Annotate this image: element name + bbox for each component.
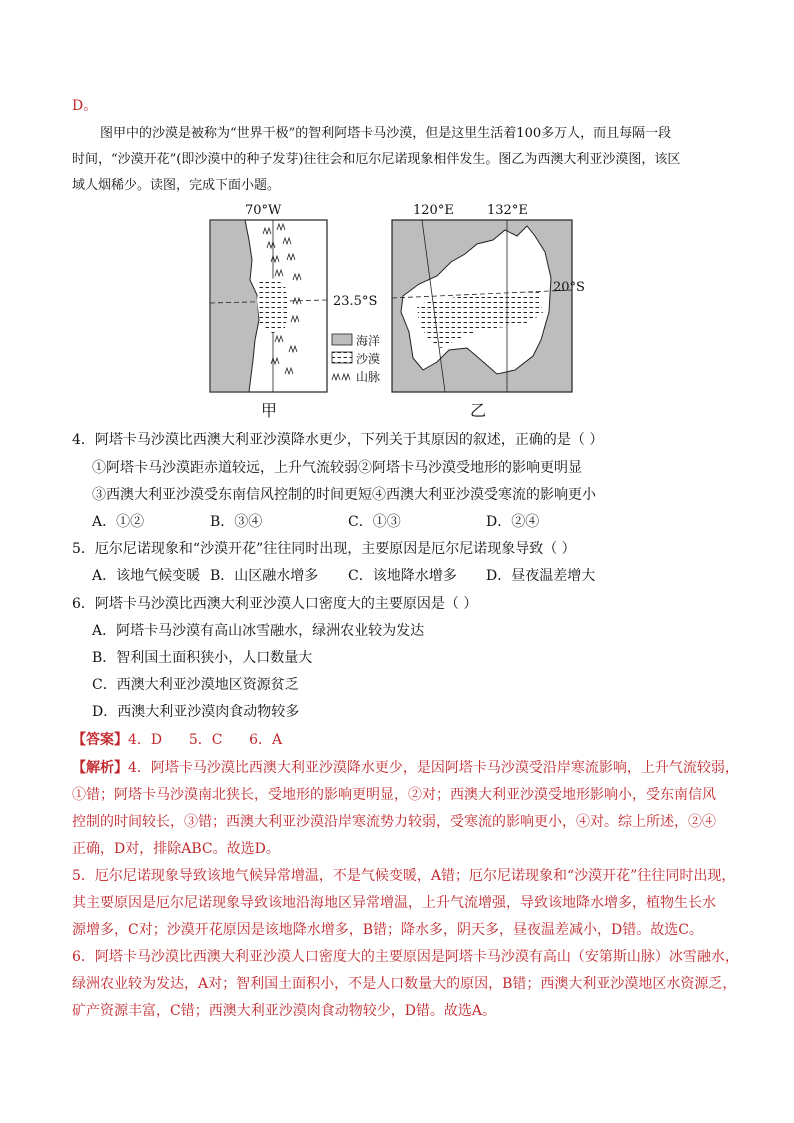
map-yi — [392, 220, 572, 392]
legend — [332, 334, 352, 380]
analysis-line-6: 其主要原因是厄尔尼诺现象导致该地沿海地区异常增温，上升气流增强，导致该地降水增多，植物生长水 — [72, 895, 716, 911]
analysis-line-4: 正确，D对，排除ABC。故选D。 — [72, 841, 280, 857]
map-figure — [205, 200, 605, 422]
maps-svg — [205, 200, 605, 422]
q4-option-c: C．①③ — [348, 514, 401, 530]
q6-option-b: B．智利国土面积狭小，人口数量大 — [92, 650, 313, 666]
legend-desert-label: 沙漠 — [356, 352, 381, 366]
analysis-line-1 — [72, 758, 739, 778]
legend-ocean-label: 海洋 — [356, 334, 381, 348]
yi-longitude-label-2: 132°E — [487, 203, 528, 218]
analysis-line-2: ①错；阿塔卡马沙漠南北狭长，受地形的影响更明显，②对；西澳大利亚沙漠受地形影响小，受东南信风 — [72, 787, 716, 803]
q4-option-b: B．③④ — [210, 514, 263, 530]
legend-mountain-label: 山脉 — [356, 370, 381, 384]
map-yi-caption: 乙 — [470, 401, 487, 420]
analysis-line-8: 6．阿塔卡马沙漠比西澳大利亚沙漠人口密度大的主要原因是阿塔卡马沙漠有高山（安第斯山脉）冰雪融水， — [72, 949, 739, 965]
q6-option-d: D．西澳大利亚沙漠肉食动物较多 — [92, 704, 300, 720]
intro-line-1: 图甲中的沙漠是被称为“世界干极”的智利阿塔卡马沙漠，但是这里生活着100多万人，而且每隔一段 — [100, 126, 672, 141]
analysis-line-3: 控制的时间较长，③错；西澳大利亚沙漠沿岸寒流势力较弱，受寒流的影响更小，④对。综上所述，②④ — [72, 814, 716, 830]
q5-option-b: B．山区融水增多 — [210, 568, 319, 584]
q4-option-a: A．①② — [92, 514, 145, 530]
map-jia — [210, 220, 327, 392]
analysis-line-7: 源增多，C对；沙漠开花原因是该地降水增多，B错；降水多，阴天多，昼夜温差减小，D错。故选C。 — [72, 922, 703, 938]
answer-text: 4．D 5．C 6．A — [128, 732, 283, 748]
q5-option-d: D．昼夜温差增大 — [486, 568, 596, 584]
q5-option-c: C．该地降水增多 — [348, 568, 457, 584]
yi-longitude-label-1: 120°E — [413, 203, 454, 218]
previous-answer: D。 — [72, 98, 98, 114]
answer-block — [72, 730, 282, 750]
q5-option-a: A．该地气候变暖 — [92, 568, 201, 584]
q6-option-a: A．阿塔卡马沙漠有高山冰雪融水，绿洲农业较为发达 — [92, 623, 425, 639]
q4-statements-1: ①阿塔卡马沙漠距赤道较远，上升气流较弱②阿塔卡马沙漠受地形的影响更明显 — [92, 460, 582, 476]
intro-line-2: 时间，“沙漠开花”(即沙漠中的种子发芽)往往会和厄尔尼诺现象相伴发生。图乙为西澳大利亚沙漠图，该区 — [72, 152, 681, 167]
q6-option-c: C．西澳大利亚沙漠地区资源贫乏 — [92, 677, 299, 693]
yi-latitude-label: 20°S — [553, 280, 585, 295]
intro-line-3: 域人烟稀少。读图，完成下面小题。 — [72, 178, 281, 193]
analysis-line-5: 5．厄尔尼诺现象导致该地气候异常增温，不是气候变暖，A错；厄尔尼诺现象和“沙漠开花”往往同时出现， — [72, 868, 736, 884]
answer-tag: 【答案】 — [72, 732, 128, 748]
analysis-tag: 【解析】 — [72, 760, 128, 776]
q6-stem: 6．阿塔卡马沙漠比西澳大利亚沙漠人口密度大的主要原因是（ ） — [72, 596, 478, 612]
q4-statements-2: ③西澳大利亚沙漠受东南信风控制的时间更短④西澳大利亚沙漠受寒流的影响更小 — [92, 487, 596, 503]
analysis-text-1: 4．阿塔卡马沙漠比西澳大利亚沙漠降水更少，是因阿塔卡马沙漠受沿岸寒流影响，上升气流较弱， — [128, 760, 739, 776]
analysis-line-10: 矿产资源丰富，C错；西澳大利亚沙漠肉食动物较少，D错。故选A。 — [72, 1003, 497, 1019]
q4-stem: 4．阿塔卡马沙漠比西澳大利亚沙漠降水更少，下列关于其原因的叙述，正确的是（ ） — [72, 432, 604, 448]
q5-stem: 5．厄尔尼诺现象和“沙漠开花”往往同时出现，主要原因是厄尔尼诺现象导致（ ） — [72, 541, 576, 557]
q4-option-d: D．②④ — [486, 514, 540, 530]
jia-longitude-label: 70°W — [245, 203, 282, 218]
analysis-line-9: 绿洲农业较为发达，A对；智利国土面积小，不是人口数量大的原因，B错；西澳大利亚沙漠地区水资源乏， — [72, 976, 737, 992]
jia-latitude-label: 23.5°S — [333, 294, 378, 309]
map-jia-caption: 甲 — [261, 401, 278, 420]
